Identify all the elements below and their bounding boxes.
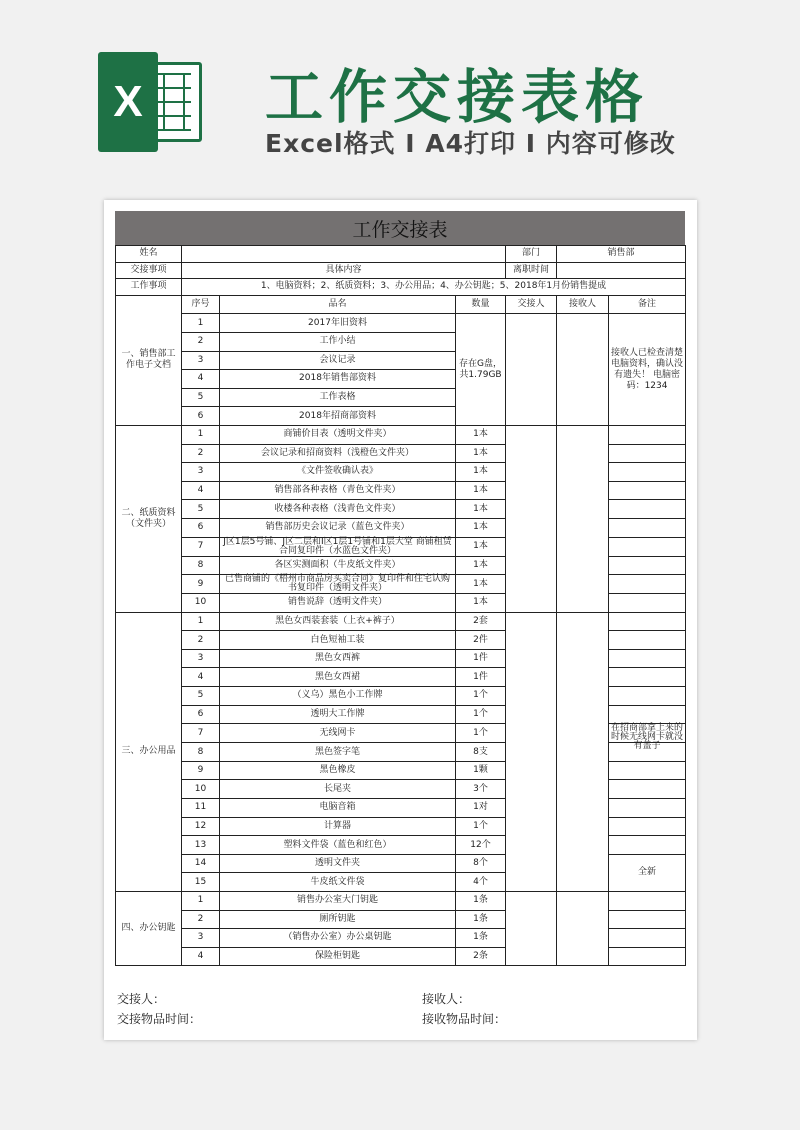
item-name-text: 收楼各种表格（浅青色文件夹） [274, 503, 401, 514]
item-name-text: 无线网卡 [319, 727, 356, 738]
item-name-text: 2018年招商部资料 [299, 410, 376, 421]
footer-handover-time: 交接物品时间： [117, 1012, 202, 1026]
leave-label: 离职时间 [506, 262, 557, 279]
row-name [116, 246, 686, 263]
item-name-text: 厕所钥匙 [319, 913, 356, 924]
remark-cell[interactable] [609, 687, 686, 706]
dept-value[interactable]: 销售部 [557, 246, 686, 263]
item-name-text: 电脑音箱 [319, 802, 356, 813]
item-name [220, 314, 456, 333]
item-no: 13 [182, 836, 220, 855]
item-no: 4 [182, 481, 220, 500]
row-work [116, 279, 686, 296]
item-name-text: 透明文件夹 [314, 858, 360, 869]
column-header-row [116, 295, 686, 314]
remark-cell[interactable] [609, 537, 686, 556]
col-receiver: 接收人 [557, 295, 609, 314]
remark-cell[interactable] [609, 761, 686, 780]
excel-logo-icon [98, 52, 208, 152]
item-name-text: 黑色女西裙 [314, 671, 360, 682]
item-name-text: 黑色女西裤 [314, 653, 360, 664]
leave-value[interactable] [557, 262, 686, 279]
item-name-text: 白色短袖工装 [310, 634, 365, 645]
item-name-text: 黑色签字笔 [314, 746, 360, 757]
item-qty: 1本 [456, 481, 506, 500]
item-name-text: 各区实测面积（牛皮纸文件夹） [274, 559, 401, 570]
item-name [220, 537, 456, 556]
handover-cell[interactable] [506, 612, 557, 891]
handover-cell[interactable] [506, 425, 557, 612]
item-name-text: 牛皮纸文件袋 [310, 876, 365, 887]
item-qty: 1对 [456, 799, 506, 818]
item-no: 12 [182, 817, 220, 836]
remark-cell-text: 在招商部拿上来的时候无线网卡就没有盖子 [611, 723, 684, 752]
handover-table [115, 245, 686, 966]
item-name [220, 799, 456, 818]
item-name [220, 518, 456, 537]
item-qty: 1本 [456, 575, 506, 594]
item-no: 1 [182, 425, 220, 444]
remark-cell[interactable] [609, 518, 686, 537]
col-no: 序号 [182, 295, 220, 314]
item-qty: 1个 [456, 817, 506, 836]
item-no: 5 [182, 388, 220, 407]
banner-subtitle: Excel格式 I A4打印 I 内容可修改 [265, 129, 676, 158]
item-no: 6 [182, 518, 220, 537]
item-name [220, 594, 456, 613]
remark-cell[interactable] [609, 705, 686, 724]
item-qty: 1本 [456, 425, 506, 444]
item-name [220, 370, 456, 389]
sheet-title: 工作交接表 [115, 211, 685, 245]
item-qty: 8个 [456, 854, 506, 873]
items-label: 交接事项 [116, 262, 182, 279]
item-name-text: 《文件签收确认表》 [296, 466, 378, 477]
item-name-text: 销售办公室大门钥匙 [296, 895, 378, 906]
receiver-cell[interactable] [557, 425, 609, 612]
section-qty: 存在G盘，共1.79GB [456, 314, 506, 426]
item-no: 10 [182, 780, 220, 799]
item-qty: 4个 [456, 873, 506, 892]
remark-cell[interactable] [609, 463, 686, 482]
item-qty: 2套 [456, 612, 506, 631]
item-no: 11 [182, 799, 220, 818]
banner-title: 工作交接表格 [265, 63, 650, 131]
remark-cell[interactable] [609, 910, 686, 929]
item-qty: 12个 [456, 836, 506, 855]
item-name-text: 黑色橡皮 [319, 765, 356, 776]
table-row [116, 425, 686, 444]
remark-cell[interactable] [609, 892, 686, 911]
item-qty: 1件 [456, 649, 506, 668]
item-name [220, 929, 456, 948]
remark-cell[interactable] [609, 929, 686, 948]
item-name [220, 332, 456, 351]
item-qty: 1本 [456, 444, 506, 463]
remark-cell[interactable] [609, 817, 686, 836]
logo-letter: X [98, 52, 158, 152]
item-no: 4 [182, 947, 220, 966]
row-items [116, 262, 686, 279]
remark-cell [609, 723, 686, 752]
item-name-text: 保险柜钥匙 [314, 951, 360, 962]
item-name [220, 575, 456, 594]
col-handover: 交接人 [506, 295, 557, 314]
item-name-text: 会议记录和招商资料（浅橙色文件夹） [260, 447, 414, 458]
item-name [220, 388, 456, 407]
item-no: 4 [182, 668, 220, 687]
item-name [220, 556, 456, 575]
item-name-text: （销售办公室）办公桌钥匙 [283, 932, 392, 943]
item-no: 2 [182, 910, 220, 929]
item-name [220, 351, 456, 370]
item-name [220, 631, 456, 650]
table-row [116, 314, 686, 333]
item-no: 8 [182, 743, 220, 762]
item-name-text: 销售说辞（透明文件夹） [287, 597, 387, 608]
item-name [220, 687, 456, 706]
item-no: 2 [182, 444, 220, 463]
remark-cell[interactable] [609, 668, 686, 687]
work-label: 工作事项 [116, 279, 182, 296]
item-no: 3 [182, 351, 220, 370]
item-name-text: 销售部各种表格（青色文件夹） [274, 485, 401, 496]
item-qty: 8支 [456, 743, 506, 762]
item-qty: 1个 [456, 705, 506, 724]
item-qty: 3个 [456, 780, 506, 799]
remark-cell[interactable] [609, 947, 686, 966]
item-qty: 1本 [456, 518, 506, 537]
item-name-text: 2018年销售部资料 [299, 373, 376, 384]
item-name-text: 已售商铺的《梧州市商品房买卖合同》复印件和住宅认购书复印件（透明文件夹） [224, 574, 450, 594]
item-no: 7 [182, 537, 220, 556]
remark-cell[interactable] [609, 425, 686, 444]
item-no: 7 [182, 724, 220, 743]
remark-cell: 全新 [609, 854, 686, 891]
remark-cell[interactable] [609, 575, 686, 594]
item-name [220, 743, 456, 762]
item-no: 6 [182, 407, 220, 426]
item-no: 15 [182, 873, 220, 892]
col-qty: 数量 [456, 295, 506, 314]
item-qty: 1个 [456, 687, 506, 706]
item-name [220, 910, 456, 929]
remark-cell[interactable] [609, 444, 686, 463]
item-name [220, 481, 456, 500]
footer-handover: 交接人： [117, 992, 166, 1006]
receiver-cell[interactable] [557, 314, 609, 426]
item-name [220, 425, 456, 444]
item-qty: 1件 [456, 668, 506, 687]
item-no: 9 [182, 761, 220, 780]
remark-cell[interactable] [609, 556, 686, 575]
item-qty: 1本 [456, 537, 506, 556]
item-name [220, 463, 456, 482]
remark-cell[interactable] [609, 836, 686, 855]
item-no: 6 [182, 705, 220, 724]
handover-cell[interactable] [506, 892, 557, 966]
item-qty: 1颗 [456, 761, 506, 780]
item-name [220, 612, 456, 631]
item-name [220, 668, 456, 687]
detail-label: 具体内容 [182, 262, 506, 279]
table-row [116, 892, 686, 911]
item-qty: 1个 [456, 724, 506, 743]
footer-receiver-time: 接收物品时间： [422, 1012, 507, 1026]
name-value[interactable] [182, 246, 506, 263]
footer-receiver: 接收人： [422, 992, 471, 1006]
item-name [220, 724, 456, 743]
section-title: 一、销售部工作电子文档 [116, 295, 182, 425]
item-name [220, 444, 456, 463]
item-no: 9 [182, 575, 220, 594]
col-name: 品名 [220, 295, 456, 314]
item-qty: 2条 [456, 947, 506, 966]
item-no: 4 [182, 370, 220, 389]
section-title: 三、办公用品 [116, 612, 182, 891]
item-name [220, 892, 456, 911]
dept-label: 部门 [506, 246, 557, 263]
item-no: 14 [182, 854, 220, 873]
item-name [220, 500, 456, 519]
item-name-text: 计算器 [323, 820, 351, 831]
item-no: 3 [182, 929, 220, 948]
item-name-text: （义乌）黑色小工作牌 [292, 690, 383, 701]
item-no: 5 [182, 500, 220, 519]
item-no: 2 [182, 631, 220, 650]
item-name-text: 透明大工作牌 [310, 708, 365, 719]
receiver-cell[interactable] [557, 612, 609, 891]
section-title: 二、纸质资料（文件夹） [116, 425, 182, 612]
remark-cell[interactable] [609, 594, 686, 613]
item-name-text: J区1层5号铺、J区二层和I区1层1号铺和1层大堂 商铺租赁合同复印件（水蓝色文件夹） [223, 536, 452, 556]
item-qty: 1条 [456, 910, 506, 929]
receiver-cell[interactable] [557, 892, 609, 966]
item-name-text: 商铺价目表（透明文件夹） [283, 429, 392, 440]
remark-cell[interactable] [609, 780, 686, 799]
item-name [220, 873, 456, 892]
item-qty: 1本 [456, 463, 506, 482]
item-name-text: 销售部历史会议记录（蓝色文件夹） [265, 522, 410, 533]
item-name-text: 会议记录 [319, 354, 356, 365]
item-name-text: 塑料文件袋（蓝色和红色） [283, 839, 392, 850]
item-qty: 1条 [456, 929, 506, 948]
item-name [220, 817, 456, 836]
item-name [220, 649, 456, 668]
item-qty: 1本 [456, 594, 506, 613]
item-name-text: 工作小结 [319, 336, 356, 347]
item-no: 5 [182, 687, 220, 706]
item-no: 1 [182, 612, 220, 631]
item-name [220, 947, 456, 966]
item-no: 2 [182, 332, 220, 351]
banner [0, 0, 800, 190]
item-qty: 1本 [456, 556, 506, 575]
item-no: 3 [182, 463, 220, 482]
section-title: 四、办公钥匙 [116, 892, 182, 966]
col-remark: 备注 [609, 295, 686, 314]
item-no: 8 [182, 556, 220, 575]
remark-cell[interactable] [609, 500, 686, 519]
item-no: 10 [182, 594, 220, 613]
item-qty: 2件 [456, 631, 506, 650]
item-name-text: 长尾夹 [323, 783, 351, 794]
item-no: 1 [182, 892, 220, 911]
item-name [220, 854, 456, 873]
item-name [220, 705, 456, 724]
item-name [220, 836, 456, 855]
item-name-text: 工作表格 [319, 392, 356, 403]
remark-cell[interactable] [609, 612, 686, 631]
work-value: 1、电脑资料；2、纸质资料；3、办公用品；4、办公钥匙；5、2018年1月份销售提成 [182, 279, 686, 296]
item-name-text: 黑色女西装套装（上衣+裤子） [275, 615, 400, 626]
item-name-text: 2017年旧资料 [308, 317, 367, 328]
remark-cell[interactable] [609, 649, 686, 668]
item-name [220, 761, 456, 780]
item-name [220, 407, 456, 426]
remark-cell[interactable] [609, 631, 686, 650]
table-row [116, 612, 686, 631]
item-no: 1 [182, 314, 220, 333]
name-label: 姓名 [116, 246, 182, 263]
remark-cell[interactable] [609, 481, 686, 500]
remark-cell: 接收人已检查清楚电脑资料，确认没有遗失！ 电脑密码：1234 [609, 314, 686, 426]
remark-cell[interactable] [609, 799, 686, 818]
handover-cell[interactable] [506, 314, 557, 426]
item-name [220, 780, 456, 799]
item-qty: 1条 [456, 892, 506, 911]
item-qty: 1本 [456, 500, 506, 519]
item-no: 3 [182, 649, 220, 668]
